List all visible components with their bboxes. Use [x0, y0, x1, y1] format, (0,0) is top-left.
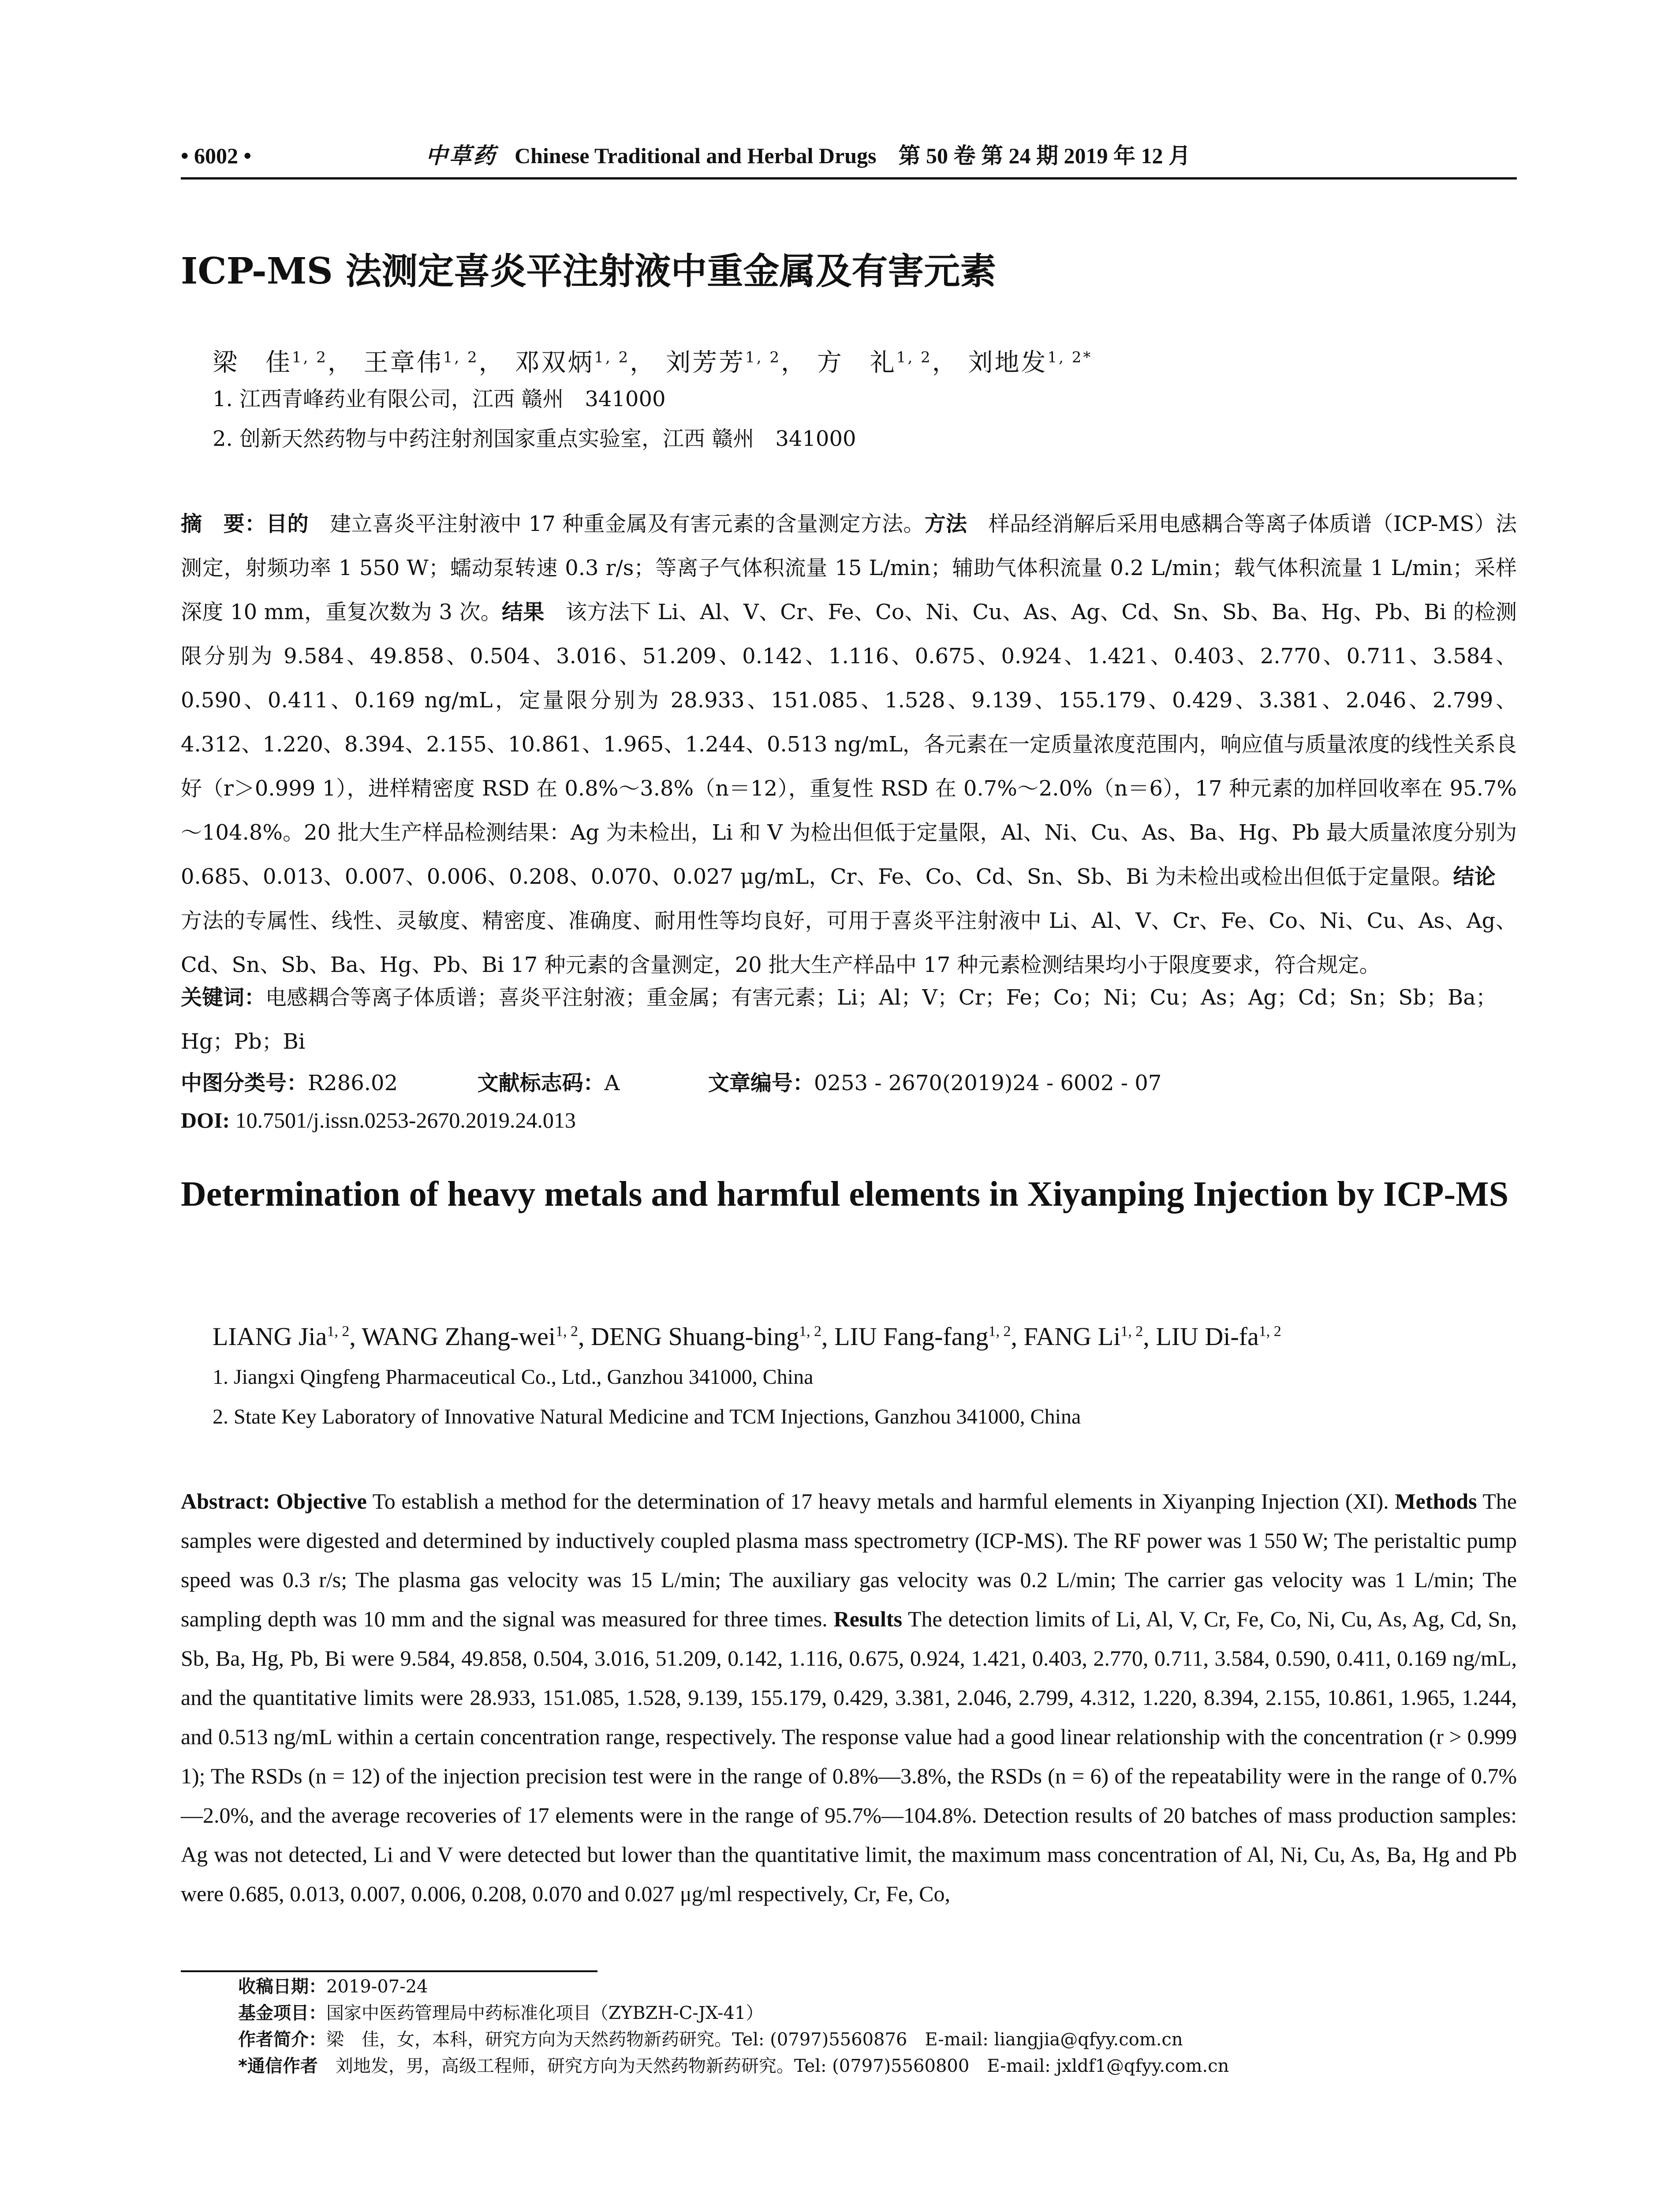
keywords-text: 电感耦合等离子体质谱；喜炎平注射液；重金属；有害元素；Li；Al；V；Cr；Fe；Co；Ni；Cu；As；Ag；Cd；Sn；Sb；Ba；Hg；Pb；Bi	[181, 985, 1497, 1054]
results-en-label: Results	[833, 1607, 903, 1631]
results-text: 该方法下 Li、Al、V、Cr、Fe、Co、Ni、Cu、As、Ag、Cd、Sn、Sb、Ba、Hg、Pb、Bi 的检测限分别为 9.584、49.858、0.504、3.016、51.209、0.142、1.116、0.675、0.924、1.421、0.403、2.770、0.711、3.584、0.590、0.411、0.169 ng/mL，定量限分别为 28.933、151.085、1.528、9.139、155.179、0.429、3.381、2.046、2.799、4.312、1.220、8.394、2.155、10.861、1.965、1.244、0.513 ng/mL，各元素在一定质量浓度范围内，响应值与质量浓度的线性关系良好（r＞0.999 1），进样精密度 RSD 在 0.8%～3.8%（n＝12），重复性 RSD 在 0.7%～2.0%（n＝6），17 种元素的加样回收率在 95.7%～104.8%。20 批大生产样品检测结果：Ag 为未检出，Li 和 V 为检出但低于定量限，Al、Ni、Cu、As、Ba、Hg、Pb 最大质量浓度分别为 0.685、0.013、0.007、0.006、0.208、0.070、0.027 μg/mL，Cr、Fe、Co、Cd、Sn、Sb、Bi 为未检出或检出但低于定量限。	[181, 600, 1517, 889]
affiliation-cn-2: 2. 创新天然药物与中药注射剂国家重点实验室，江西 赣州 341000	[213, 426, 856, 451]
keywords-label: 关键词：	[181, 985, 266, 1010]
clc-label: 中图分类号：	[181, 1071, 308, 1095]
doc-code-label: 文献标志码：	[477, 1071, 605, 1095]
article-no-value: 0253 - 2670(2019)24 - 6002 - 07	[814, 1071, 1162, 1095]
results-label: 结果	[502, 600, 545, 624]
author-en: FANG Li$^{1, 2}$	[1023, 1322, 1143, 1351]
author-cn: 梁 佳$^{1, 2}$	[213, 348, 328, 377]
header-divider	[181, 177, 1517, 179]
methods-text: 样品经消解后采用电感耦合等离子体质谱（ICP-MS）法测定，射频功率 1 550 W；蠕动泵转速 0.3 r/s；等离子气体积流量 15 L/min；辅助气体积流量 0.2 L/min；载气体积流量 1 L/min；采样深度 10 mm，重复次数为 3 次。	[181, 512, 1517, 624]
author-en: LIU Di-fa$^{1, 2}$	[1156, 1322, 1281, 1351]
doi-line	[181, 1098, 1517, 1142]
objective-label: 目的	[266, 512, 309, 536]
author-en: LIU Fang-fang$^{1, 2}$	[834, 1322, 1011, 1351]
journal-name-en: Chinese Traditional and Herbal Drugs	[515, 143, 877, 168]
abstract-label: 摘 要：	[181, 512, 266, 536]
article-title-en: Determination of heavy metals and harmful elements in Xiyanping Injection by ICP-MS	[181, 1175, 1509, 1214]
objective-text: 建立喜炎平注射液中 17 种重金属及有害元素的含量测定方法。	[308, 512, 925, 536]
footnote-author: 作者简介：梁 佳，女，本科，研究方向为天然药物新药研究。Tel: (0797)5560876 E-mail: liangjia@qfyy.com.cn	[238, 2029, 1183, 2050]
doi-label: DOI:	[181, 1108, 230, 1132]
footnote-divider	[181, 1970, 597, 1972]
objective-en-text: To establish a method for the determination of 17 heavy metals and harmful elements in Xiyanping Injection (XI).	[366, 1489, 1389, 1514]
author-cn: 方 礼$^{1, 2}$	[817, 348, 932, 377]
affiliation-en-1: 1. Jiangxi Qingfeng Pharmaceutical Co., Ltd., Ganzhou 341000, China	[213, 1365, 814, 1389]
conclusion-text: 方法的专属性、线性、灵敏度、精密度、准确度、耐用性等均良好，可用于喜炎平注射液中 Li、Al、V、Cr、Fe、Co、Ni、Cu、As、Ag、Cd、Sn、Sb、Ba、Hg、Pb、Bi 17 种元素的含量测定，20 批大生产样品中 17 种元素检测结果均小于限度要求，符合规定。	[181, 864, 1517, 977]
conclusion-label: 结论	[1453, 864, 1496, 889]
footnote-corresponding: *通信作者 刘地发，男，高级工程师，研究方向为天然药物新药研究。Tel: (0797)5560800 E-mail: jxldf1@qfyy.com.cn	[238, 2056, 1229, 2076]
author-en: WANG Zhang-wei$^{1, 2}$	[362, 1322, 578, 1351]
affiliation-en-2: 2. State Key Laboratory of Innovative Natural Medicine and TCM Injections, Ganzhou 341000, China	[213, 1405, 1081, 1428]
running-header	[181, 140, 1517, 171]
methods-en-text: The samples were digested and determined by inductively coupled plasma mass spectrometry (ICP-MS). The RF power was 1 550 W; The peristaltic pump speed was 0.3 r/s; The plasma gas velocity was 15 L/min; The auxiliary gas velocity was 0.2 L/min; The carrier gas velocity was 1 L/min; The sampling depth was 10 mm and the signal was measured for three times.	[181, 1489, 1517, 1631]
page-number: • 6002 •	[181, 143, 252, 168]
article-title-cn: ICP-MS 法测定喜炎平注射液中重金属及有害元素	[181, 250, 997, 292]
footnote-received: 收稿日期：2019-07-24	[238, 1977, 428, 1997]
author-cn: 王章伟$^{1, 2}$	[363, 348, 479, 377]
author-cn: 刘芳芳$^{1, 2}$	[666, 348, 781, 377]
author-cn: 刘地发$^{1, 2*}$	[968, 348, 1093, 377]
journal-name-cn: 中草药	[426, 142, 497, 168]
keywords-cn	[181, 975, 1517, 1064]
journal-issue: 第 50 卷 第 24 期 2019 年 12 月	[898, 143, 1191, 168]
doi-value: 10.7501/j.issn.0253-2670.2019.24.013	[235, 1108, 576, 1132]
abstract-cn	[181, 502, 1517, 987]
clc-value: R286.02	[308, 1071, 398, 1095]
methods-en-label: Methods	[1395, 1489, 1477, 1514]
abstract-en-label: Abstract: Objective	[181, 1489, 367, 1514]
footnotes	[238, 1973, 1517, 2079]
journal-header	[426, 140, 1191, 171]
doc-code-value: A	[604, 1071, 620, 1095]
abstract-en	[181, 1482, 1517, 1913]
author-en: LIANG Jia$^{1, 2}$	[213, 1322, 350, 1351]
affiliation-cn-1: 1. 江西青峰药业有限公司，江西 赣州 341000	[213, 387, 666, 411]
authors-en: LIANG Jia$^{1, 2}$, WANG Zhang-wei$^{1, 2}$, DENG Shuang-bing$^{1, 2}$, LIU Fang-fang$^{1, 2}$, FANG Li$^{1, 2}$, LIU Di-fa$^{1, 2}$	[213, 1322, 1281, 1351]
footnote-fund: 基金项目：国家中医药管理局中药标准化项目（ZYBZH-C-JX-41）	[238, 2003, 764, 2023]
authors-cn: 梁 佳$^{1, 2}$， 王章伟$^{1, 2}$， 邓双炳$^{1, 2}$， 刘芳芳$^{1, 2}$， 方 礼$^{1, 2}$， 刘地发$^{1, 2*}$	[213, 348, 1093, 377]
results-en-text: The detection limits of Li, Al, V, Cr, Fe, Co, Ni, Cu, As, Ag, Cd, Sn, Sb, Ba, Hg, Pb, Bi were 9.584, 49.858, 0.504, 3.016, 51.209, 0.142, 1.116, 0.675, 0.924, 1.421, 0.403, 2.770, 0.711, 3.584, 0.590, 0.411, 0.169 ng/mL, and the quantitative limits were 28.933, 151.085, 1.528, 9.139, 155.179, 0.429, 3.381, 2.046, 2.799, 4.312, 1.220, 8.394, 2.155, 10.861, 1.965, 1.244, and 0.513 ng/mL within a certain concentration range, respectively. The response value had a good linear relationship with the concentration (r > 0.999 1); The RSDs (n = 12) of the injection precision test were in the range of 0.8%—3.8%, the RSDs (n = 6) of the repeatability were in the range of 0.7%—2.0%, and the average recoveries of 17 elements were in the range of 95.7%—104.8%. Detection results of 20 batches of mass production samples: Ag was not detected, Li and V were detected but lower than the quantitative limit, the maximum mass concentration of Al, Ni, Cu, As, Ba, Hg and Pb were 0.685, 0.013, 0.007, 0.006, 0.208, 0.070 and 0.027 μg/ml respectively, Cr, Fe, Co,	[181, 1607, 1517, 1906]
methods-label: 方法	[924, 512, 967, 536]
article-no-label: 文章编号：	[708, 1071, 814, 1095]
author-en: DENG Shuang-bing$^{1, 2}$	[591, 1322, 822, 1351]
author-cn: 邓双炳$^{1, 2}$	[515, 348, 630, 377]
